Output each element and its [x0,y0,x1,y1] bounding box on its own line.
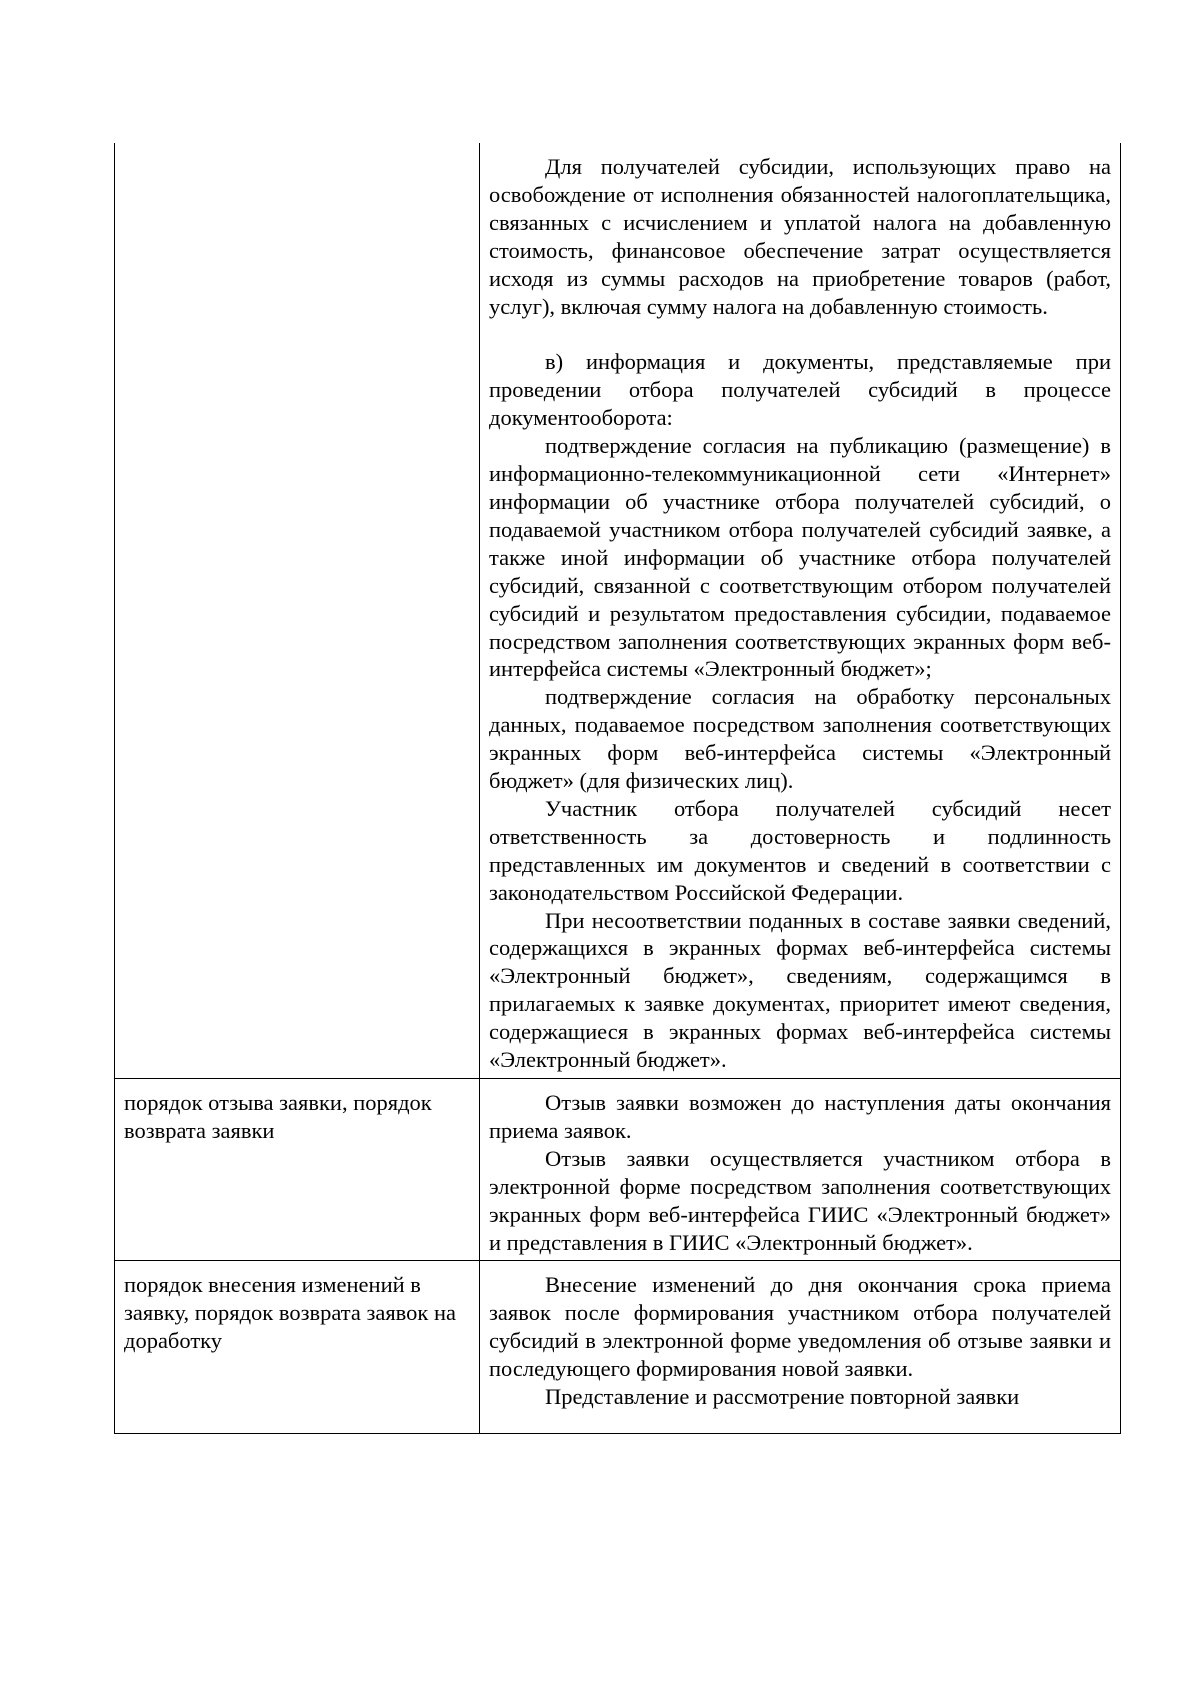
paragraph-gap [489,320,1111,348]
table-row [115,143,1121,1079]
paragraph-withdrawal-procedure: Отзыв заявки осуществляется участником отбора в электронной форме посредством заполнения соответствующих экранных форм веб-интерфейса ГИИС «Электронный бюджет» и представления в ГИИС «Электронный бюджет». [489,1145,1111,1255]
paragraph-documents-intro: в) информация и документы, представляемые при проведении отбора получателей субсидий в процессе документооборота: [489,349,1111,431]
table-row [115,1079,1121,1261]
paragraph-responsibility: Участник отбора получателей субсидий несет ответственность за достоверность и подлинность представленных им документов и сведений в соответствии с законодательством Российской Федерации. [489,795,1111,905]
row-label-cell [115,143,480,1079]
paragraph-withdrawal-deadline: Отзыв заявки возможен до наступления даты окончания приема заявок. [489,1090,1111,1143]
table-row [115,1261,1121,1434]
document-table [114,143,1121,1434]
paragraph-vat-exemption: Для получателей субсидии, использующих право на освобождение от исполнения обязанностей налогоплательщика, связанных с исчислением и уплатой налога на добавленную стоимость, финансовое обеспечение затрат осуществляется исходя из суммы расходов на приобретение товаров (работ, услуг), включая сумму налога на добавленную стоимость. [489,154,1111,319]
row-content-cell [480,1261,1121,1434]
paragraph-personal-data-consent: подтверждение согласия на обработку персональных данных, подаваемое посредством заполнения соответствующих экранных форм веб-интерфейса системы «Электронный бюджет» (для физических лиц). [489,684,1111,794]
paragraph-resubmission: Представление и рассмотрение повторной заявки [545,1384,1020,1410]
paragraph-priority: При несоответствии поданных в составе заявки сведений, содержащихся в экранных формах веб-интерфейса системы «Электронный бюджет», сведениям, содержащимся в прилагаемых к заявке документах, приоритет имеют сведения, содержащиеся в экранных формах веб-интерфейса системы «Электронный бюджет». [489,907,1111,1073]
paragraph-publication-consent: подтверждение согласия на публикацию (размещение) в информационно-телекоммуникационной сети «Интернет» информации об участнике отбора получателей субсидий, о подаваемой участником отбора получателей субсидий заявке, а также иной информации об участнике отбора получателей субсидий, связанной с соответствующим отбором получателей субсидий и результатом предоставления субсидии, подаваемое посредством заполнения соответствующих экранных форм веб-интерфейса системы «Электронный бюджет»; [489,433,1111,682]
row-label-cell: порядок отзыва заявки, порядок возврата заявки [115,1079,480,1261]
row-content-cell [480,1079,1121,1261]
row-label-cell: порядок внесения изменений в заявку, порядок возврата заявок на доработку [115,1261,480,1434]
row-content-cell [480,143,1121,1079]
paragraph-amendments: Внесение изменений до дня окончания срока приема заявок после формирования участником отбора получателей субсидий в электронной форме уведомления об отзыве заявки и последующего формирования новой заявки. [489,1272,1111,1382]
